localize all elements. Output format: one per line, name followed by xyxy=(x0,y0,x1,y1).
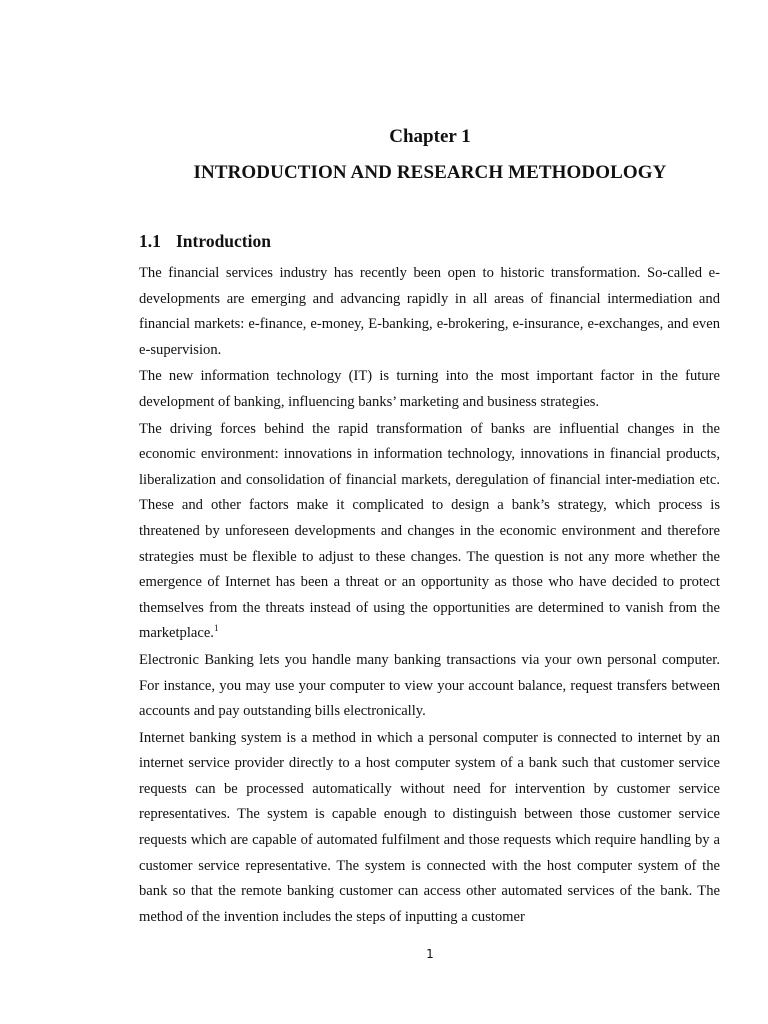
paragraph xyxy=(139,364,720,415)
paragraph xyxy=(139,648,720,725)
paragraph-text: The new information technology (IT) is turning into the most important factor in the future development of banking, influencing banks’ marketing and business strategies. xyxy=(139,368,720,410)
page-number: 1 xyxy=(426,947,434,961)
paragraph-text: The driving forces behind the rapid transformation of banks are influential changes in the economic environment: innovations in information technology, innovations in financial products, liberalization and consolidation of financial markets, deregulation of financial inter-mediation etc. These and other factors make it complicated to design a bank’s strategy, which process is threatened by unforeseen developments and changes in the economic environment and therefore strategies must be flexible to adjust to these changes. The question is not any more whether the emergence of Internet has been a threat or an opportunity as those who have decided to protect themselves from the threats instead of using the opportunities are determined to vanish from the marketplace. xyxy=(139,420,720,642)
paragraph xyxy=(139,726,720,931)
section-title: Introduction xyxy=(176,231,271,251)
paragraph-text: Electronic Banking lets you handle many banking transactions via your own personal computer. For instance, you may use your computer to view your account balance, request transfers between accounts and pay outstanding bills electronically. xyxy=(139,651,720,720)
section-number: 1.1 xyxy=(139,231,161,251)
paragraph xyxy=(139,261,720,363)
body-text xyxy=(139,261,720,931)
section-heading xyxy=(139,231,271,252)
chapter-title: INTRODUCTION AND RESEARCH METHODOLOGY xyxy=(193,162,667,183)
footnote-reference: 1 xyxy=(213,623,219,634)
chapter-number: Chapter 1 xyxy=(389,126,471,147)
paragraph xyxy=(139,417,720,647)
paragraph-text: The financial services industry has recently been open to historic transformation. So-called e-developments are emerging and advancing rapidly in all areas of financial intermediation and financial markets: e-finance, e-money, E-banking, e-brokering, e-insurance, e-exchanges, and even e-supervision. xyxy=(139,265,720,358)
paragraph-text: Internet banking system is a method in which a personal computer is connected to internet by an internet service provider directly to a host computer system of a bank such that customer service requests can be processed automatically without need for intervention by customer service representatives. The system is capable enough to distinguish between those customer service requests which are capable of automated fulfilment and those requests which require handling by a customer service representative. The system is connected with the host computer system of the bank so that the remote banking customer can access other automated services of the bank. The method of the invention includes the steps of inputting a customer xyxy=(139,729,720,925)
